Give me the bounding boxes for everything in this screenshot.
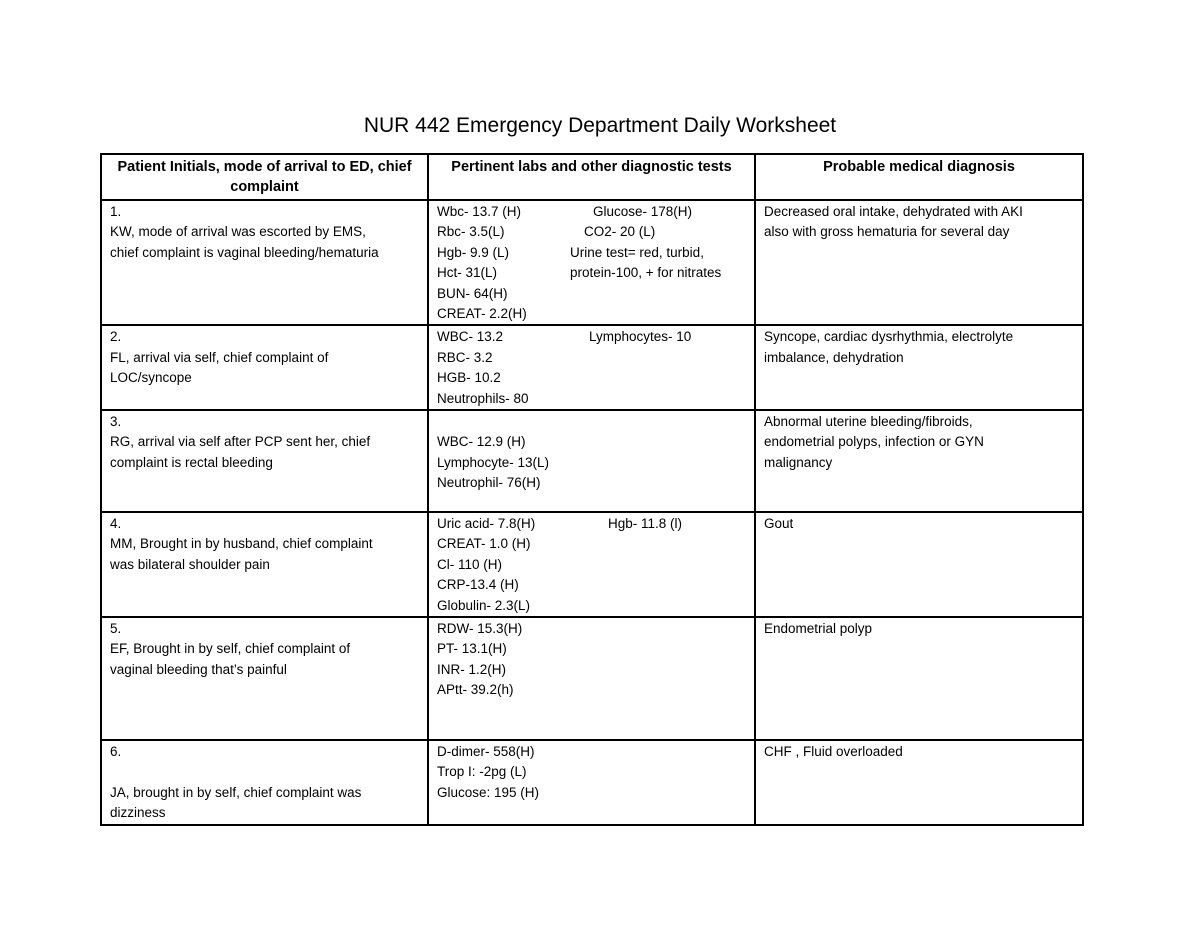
lab-value: RBC- 3.2 xyxy=(437,349,493,365)
labs-cell xyxy=(428,512,755,617)
lab-value: WBC- 12.9 (H) xyxy=(437,434,526,450)
lab-value: PT- 13.1(H) xyxy=(437,641,507,657)
patient-text: FL, arrival via self, chief complaint of xyxy=(110,349,329,365)
patient-text: MM, Brought in by husband, chief complaint xyxy=(110,536,373,552)
diagnosis-text: endometrial polyps, infection or GYN xyxy=(764,434,984,450)
patient-text: dizziness xyxy=(110,805,166,821)
labs-cell xyxy=(428,740,755,825)
row-number: 6. xyxy=(110,744,122,759)
diagnosis-cell xyxy=(755,617,1083,740)
lab-value: Rbc- 3.5(L) xyxy=(437,224,505,240)
header-row xyxy=(101,154,1083,200)
diagnosis-text: imbalance, dehydration xyxy=(764,349,904,365)
lab-value: Lymphocyte- 13(L) xyxy=(437,454,550,470)
diagnosis-text: also with gross hematuria for several day xyxy=(764,224,1010,240)
lab-value: CREAT- 2.2(H) xyxy=(437,305,527,321)
patient-text: was bilateral shoulder pain xyxy=(110,556,270,572)
patient-text: EF, Brought in by self, chief complaint of xyxy=(110,641,351,657)
patient-text: vaginal bleeding that’s painful xyxy=(110,661,287,677)
diagnosis-cell xyxy=(755,740,1083,825)
row-number: 4. xyxy=(110,515,122,531)
diagnosis-text: Endometrial polyp xyxy=(764,621,873,636)
lab-value: HGB- 10.2 xyxy=(437,370,501,386)
lab-value: Neutrophils- 80 xyxy=(437,390,529,406)
lab-value: Glucose: 195 (H) xyxy=(437,784,540,800)
lab-value: Neutrophil- 76(H) xyxy=(437,475,541,491)
row-number: 3. xyxy=(110,413,122,429)
patient-text: complaint is rectal bleeding xyxy=(110,454,273,470)
patient-cell xyxy=(101,410,428,512)
labs-cell xyxy=(428,200,755,325)
labs-cell xyxy=(428,325,755,410)
table-row xyxy=(101,410,1083,512)
lab-value: Hgb- 11.8 (l) xyxy=(608,515,683,531)
diagnosis-text: Gout xyxy=(764,515,794,531)
row-number: 2. xyxy=(110,329,122,345)
lab-value: Wbc- 13.7 (H) xyxy=(437,204,522,219)
patient-cell xyxy=(101,325,428,410)
lab-value: Hct- 31(L) xyxy=(437,265,498,281)
lab-value: Cl- 110 (H) xyxy=(437,556,503,572)
diagnosis-text: malignancy xyxy=(764,454,833,470)
patient-text: LOC/syncope xyxy=(110,370,192,386)
lab-value: CREAT- 1.0 (H) xyxy=(437,536,531,552)
lab-value: D-dimer- 558(H) xyxy=(437,744,535,759)
row-number: 1. xyxy=(110,204,122,219)
labs-cell xyxy=(428,410,755,512)
lab-value: CO2- 20 (L) xyxy=(584,224,656,240)
lab-value: APtt- 39.2(h) xyxy=(437,682,514,698)
lab-value: Uric acid- 7.8(H) xyxy=(437,515,536,531)
lab-value: protein-100, + for nitrates xyxy=(570,265,722,281)
lab-value: BUN- 64(H) xyxy=(437,285,508,301)
lab-value: RDW- 15.3(H) xyxy=(437,621,523,636)
header-patient: Patient Initials, mode of arrival to ED, chief complaint xyxy=(101,154,428,200)
diagnosis-cell xyxy=(755,325,1083,410)
labs-cell xyxy=(428,617,755,740)
table-row xyxy=(101,512,1083,617)
lab-value: Trop I: -2pg (L) xyxy=(437,764,527,780)
lab-value: INR- 1.2(H) xyxy=(437,661,507,677)
header-diagnosis: Probable medical diagnosis xyxy=(755,154,1083,200)
diagnosis-text: Syncope, cardiac dysrhythmia, electrolyte xyxy=(764,329,1014,345)
lab-value: CRP-13.4 (H) xyxy=(437,577,519,593)
lab-value: Lymphocytes- 10 xyxy=(589,329,692,345)
patient-text: RG, arrival via self after PCP sent her, chief xyxy=(110,434,371,450)
patient-text: chief complaint is vaginal bleeding/hematuria xyxy=(110,244,379,260)
lab-value: Urine test= red, turbid, xyxy=(570,244,704,260)
lab-value: WBC- 13.2 xyxy=(437,329,504,345)
diagnosis-cell xyxy=(755,410,1083,512)
patient-text: JA, brought in by self, chief complaint was xyxy=(110,784,362,800)
lab-value: Hgb- 9.9 (L) xyxy=(437,244,510,260)
table-row xyxy=(101,200,1083,325)
patient-cell xyxy=(101,617,428,740)
diagnosis-cell xyxy=(755,200,1083,325)
table-row xyxy=(101,617,1083,740)
diagnosis-text: Abnormal uterine bleeding/fibroids, xyxy=(764,413,973,429)
patient-cell xyxy=(101,740,428,825)
patient-cell xyxy=(101,512,428,617)
row-number: 5. xyxy=(110,621,122,636)
diagnosis-cell xyxy=(755,512,1083,617)
lab-value: Globulin- 2.3(L) xyxy=(437,597,531,613)
table-row xyxy=(101,740,1083,825)
table-row xyxy=(101,325,1083,410)
patient-cell xyxy=(101,200,428,325)
header-labs: Pertinent labs and other diagnostic tests xyxy=(428,154,755,200)
lab-value: Glucose- 178(H) xyxy=(593,204,693,219)
diagnosis-text: Decreased oral intake, dehydrated with AKI xyxy=(764,204,1023,219)
page-title: NUR 442 Emergency Department Daily Worksheet xyxy=(363,114,837,137)
worksheet-table xyxy=(100,153,1084,826)
diagnosis-text: CHF , Fluid overloaded xyxy=(764,744,903,759)
patient-text: KW, mode of arrival was escorted by EMS, xyxy=(110,224,366,240)
